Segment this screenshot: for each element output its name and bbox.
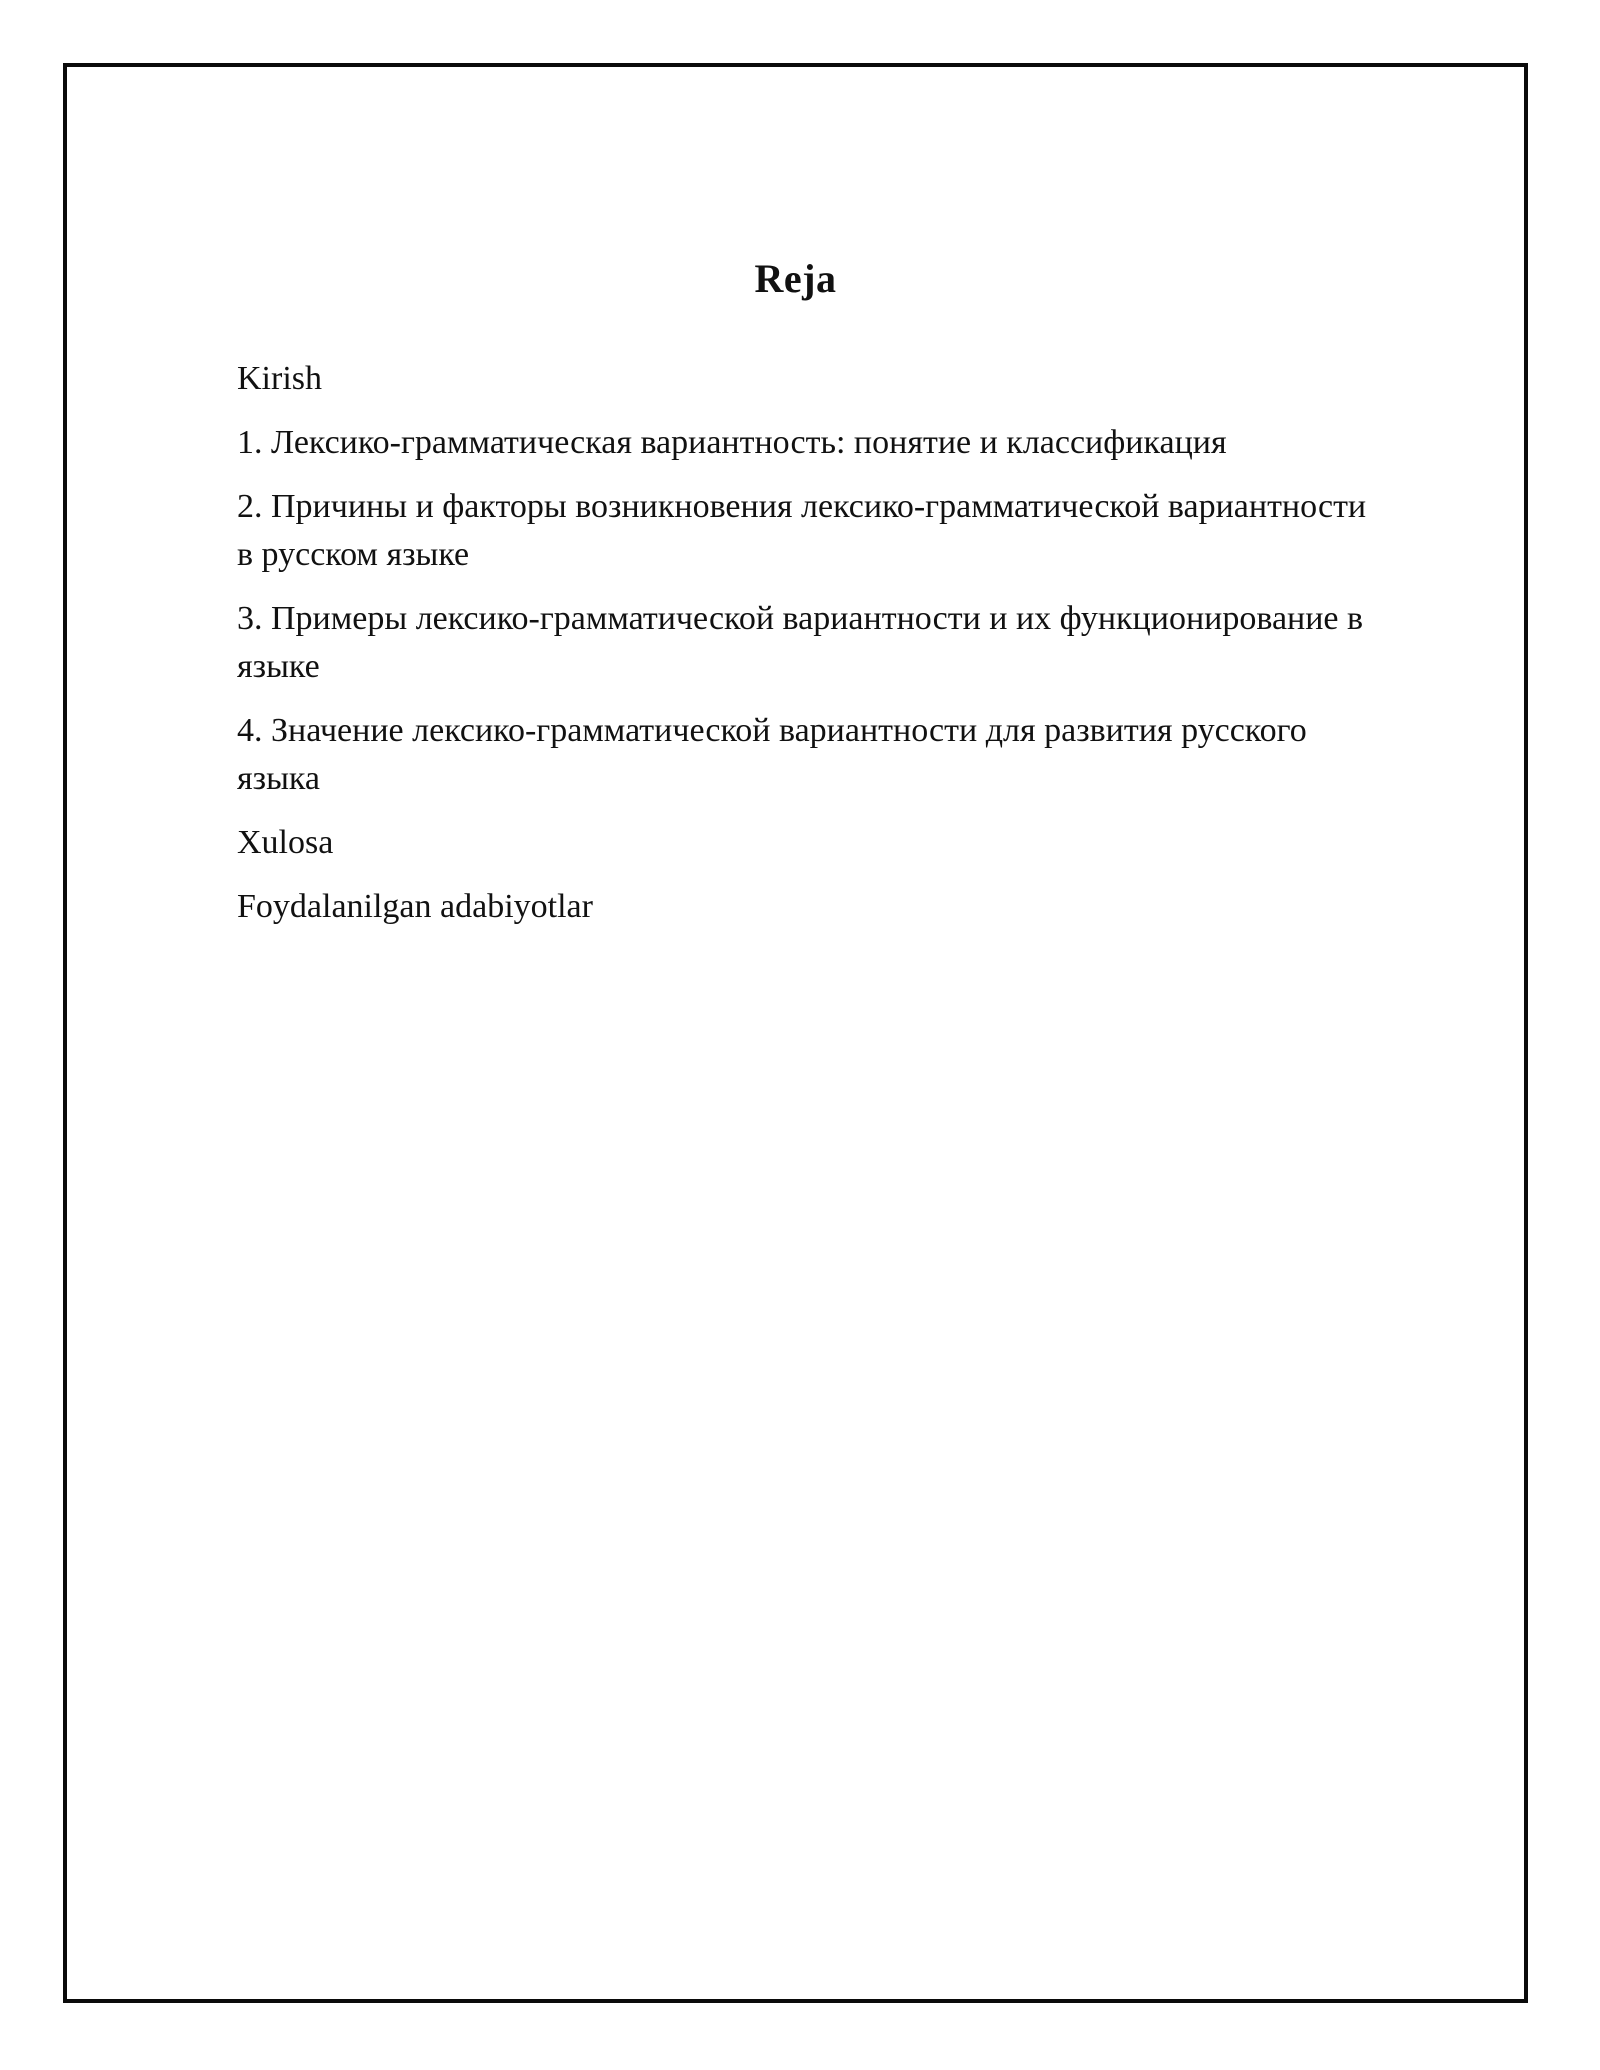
plan-item-3: 3. Примеры лексико-грамматической вариантности и их функционирование в языке — [237, 600, 1364, 685]
plan-item-introduction: Kirish — [237, 360, 322, 397]
plan-list — [237, 355, 1387, 947]
plan-item-4: 4. Значение лексико-грамматической вариантности для развития русского языка — [237, 712, 1307, 797]
plan-item-1: 1. Лексико-грамматическая вариантность: понятие и классификация — [237, 424, 1227, 461]
page-title: Reja — [754, 256, 837, 301]
page-border-frame — [63, 63, 1528, 2003]
plan-item-2: 2. Причины и факторы возникновения лексико-грамматической вариантности в русском языке — [237, 488, 1367, 573]
plan-item-references: Foydalanilgan adabiyotlar — [237, 888, 593, 925]
plan-item-conclusion: Xulosa — [237, 824, 334, 861]
